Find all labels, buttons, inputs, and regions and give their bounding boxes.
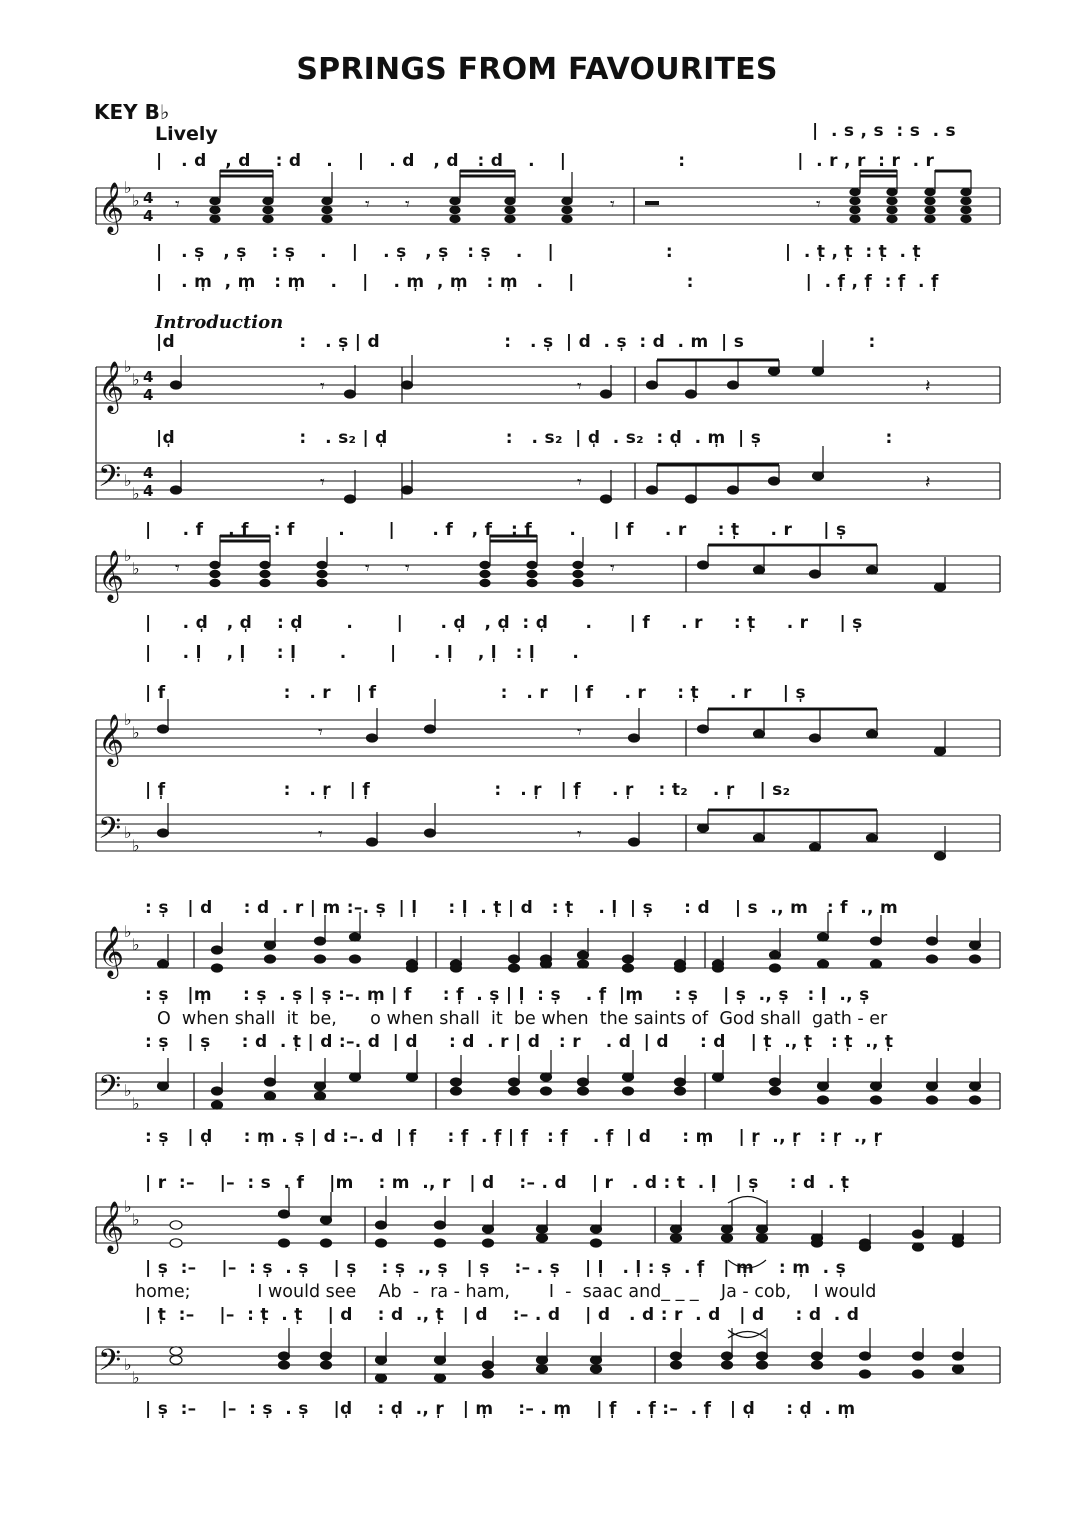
staff-lines bbox=[96, 815, 1000, 851]
svg-text:𝄾: 𝄾 bbox=[577, 824, 582, 845]
svg-text:♭: ♭ bbox=[132, 370, 140, 389]
svg-text:𝄾: 𝄾 bbox=[318, 722, 323, 743]
solfa-line: : s̩ | d : d . r | m :–. s̩ | l̩ : l̩ . t̩ | d : t̩ . l̩ | s̩ : d | s ., m : f ., m bbox=[145, 898, 899, 918]
svg-text:𝄞: 𝄞 bbox=[98, 714, 125, 765]
svg-text:𝄾: 𝄾 bbox=[577, 722, 582, 743]
svg-text:4: 4 bbox=[143, 368, 154, 386]
solfa-line: : s̩ | s̩ : d . t̩ | d :–. d | d : d . r | d : r . d | d : d | t̩ ., t̩ : t̩ ., t̩ bbox=[145, 1032, 894, 1052]
svg-text:𝄾: 𝄾 bbox=[577, 376, 582, 397]
bass-clef-icon bbox=[98, 1070, 121, 1111]
svg-text:♭: ♭ bbox=[132, 836, 140, 855]
introduction-label: Introduction bbox=[155, 312, 284, 333]
solfa-line: |d : . s̩ | d : . s̩ | d . s̩ : d . m | s : bbox=[156, 332, 876, 352]
svg-text:♭: ♭ bbox=[132, 1368, 140, 1387]
svg-text:𝄢: 𝄢 bbox=[98, 460, 122, 501]
svg-text:♭: ♭ bbox=[132, 191, 140, 210]
treble-clef-icon bbox=[98, 714, 124, 767]
bass-clef-icon bbox=[98, 460, 121, 501]
svg-text:𝄾: 𝄾 bbox=[320, 376, 325, 397]
svg-text:4: 4 bbox=[143, 207, 154, 225]
tie-marks bbox=[728, 1197, 766, 1339]
tempo-marking: Lively bbox=[155, 123, 218, 145]
solfa-line: | s̩ :– |– : s̩ . s̩ | s̩ : s̩ ., s̩ | s̩ :– . s̩ | l̩ . l̩ : s̩ . f̩ | m̩ : m̩ . s̩ bbox=[145, 1258, 847, 1278]
staff-lines bbox=[96, 556, 1000, 592]
svg-text:𝄞: 𝄞 bbox=[98, 550, 125, 601]
svg-text:𝄾: 𝄾 bbox=[318, 824, 323, 845]
solfa-line: | . s , s : s . s bbox=[812, 121, 956, 141]
solfa-line: | . f , f : f . | . f , f : f . | f . r : t̩ . r | s̩ bbox=[145, 520, 847, 540]
svg-text:𝄽: 𝄽 bbox=[925, 472, 931, 493]
svg-text:𝄞: 𝄞 bbox=[98, 1201, 125, 1252]
svg-text:♭: ♭ bbox=[124, 178, 132, 197]
solfa-line: | . d , d : d . | . d , d : d . | : | . r , r : r . r bbox=[156, 151, 935, 171]
svg-text:♭: ♭ bbox=[124, 710, 132, 729]
treble-clef-icon bbox=[98, 1201, 124, 1254]
svg-text:4: 4 bbox=[143, 482, 154, 500]
solfa-line: | r :– |– : s . f |m : m ., r | d :– . d | r . d : t . l̩ | s̩ : d . t̩ bbox=[145, 1173, 850, 1193]
svg-text:4: 4 bbox=[143, 189, 154, 207]
solfa-line: | f : . r | f : . r | f . r : t̩ . r | s̩ bbox=[145, 683, 806, 703]
svg-text:♭: ♭ bbox=[124, 1197, 132, 1216]
lyrics-line: home; I would see Ab - ra - ham, I - saac and_ _ _ Ja - cob, I would bbox=[135, 1282, 877, 1302]
solfa-line: | . d̩ , d̩ : d̩ . | . d̩ , d̩ : d̩ . | f . r : t̩ . r | s̩ bbox=[145, 613, 863, 633]
staff-lines bbox=[96, 188, 1000, 224]
treble-clef-icon bbox=[98, 926, 124, 979]
bass-clef-icon bbox=[98, 812, 121, 853]
svg-text:♭: ♭ bbox=[132, 559, 140, 578]
svg-text:♭: ♭ bbox=[124, 546, 132, 565]
svg-text:𝄾: 𝄾 bbox=[816, 194, 821, 215]
solfa-line: | s̩ :– |– : s̩ . s̩ |d̩ : d̩ ., r̩ | m̩ :– . m̩ | f̩ . f̩ :– . f̩ | d̩ : d̩ . m̩ bbox=[145, 1399, 856, 1419]
svg-text:♭: ♭ bbox=[132, 1094, 140, 1113]
bass-clef-icon bbox=[98, 1344, 121, 1385]
svg-text:𝄾: 𝄾 bbox=[320, 472, 325, 493]
svg-text:𝄾: 𝄾 bbox=[365, 194, 370, 215]
svg-text:♭: ♭ bbox=[124, 922, 132, 941]
svg-text:𝄞: 𝄞 bbox=[98, 361, 125, 412]
staff-lines bbox=[96, 367, 1000, 403]
svg-text:𝄾: 𝄾 bbox=[405, 194, 410, 215]
svg-text:𝄞: 𝄞 bbox=[98, 926, 125, 977]
svg-text:𝄾: 𝄾 bbox=[610, 194, 615, 215]
svg-text:4: 4 bbox=[143, 464, 154, 482]
solfa-line: : s̩ | d̩ : m̩ . s̩ | d :–. d | f̩ : f̩ . f̩ | f̩ : f̩ . f̩ | d : m̩ | r̩ ., r̩ : r̩ ., r̩ bbox=[145, 1127, 883, 1147]
time-signature-icon bbox=[143, 189, 153, 500]
svg-text:𝄞: 𝄞 bbox=[98, 182, 125, 233]
svg-text:𝄾: 𝄾 bbox=[175, 194, 180, 215]
treble-clef-icon bbox=[98, 182, 124, 235]
svg-text:𝄾: 𝄾 bbox=[577, 472, 582, 493]
svg-text:♭: ♭ bbox=[132, 723, 140, 742]
svg-text:𝄢: 𝄢 bbox=[98, 1070, 122, 1111]
staff-lines bbox=[96, 720, 1000, 756]
score-title: SPRINGS FROM FAVOURITES bbox=[296, 52, 778, 87]
svg-text:♭: ♭ bbox=[124, 357, 132, 376]
staff-lines bbox=[96, 463, 1000, 499]
flat-icon bbox=[124, 178, 140, 1387]
svg-text:𝄾: 𝄾 bbox=[610, 558, 615, 579]
treble-clef-icon bbox=[98, 361, 124, 414]
svg-text:𝄾: 𝄾 bbox=[175, 558, 180, 579]
svg-text:♭: ♭ bbox=[124, 823, 132, 842]
solfa-line: | . l̩ , l̩ : l̩ . | . l̩ , l̩ : l̩ . bbox=[145, 643, 580, 663]
solfa-line: | . m̩ , m̩ : m̩ . | . m̩ , m̩ : m̩ . | : | . f̩ , f̩ : f̩ . f̩ bbox=[156, 272, 939, 292]
svg-text:♭: ♭ bbox=[132, 1210, 140, 1229]
key-signature-label: KEY B♭ bbox=[94, 100, 170, 124]
svg-text:♭: ♭ bbox=[132, 484, 140, 503]
solfa-line: | f̩ : . r̩ | f̩ : . r̩ | f̩ . r̩ : t₂ . r̩ | s₂ bbox=[145, 780, 791, 800]
svg-text:♭: ♭ bbox=[124, 1355, 132, 1374]
svg-text:♭: ♭ bbox=[124, 471, 132, 490]
svg-text:𝄽: 𝄽 bbox=[925, 376, 931, 397]
svg-text:♭: ♭ bbox=[124, 1081, 132, 1100]
svg-text:𝄾: 𝄾 bbox=[405, 558, 410, 579]
solfa-line: | t̩ :– |– : t̩ . t̩ | d : d ., t̩ | d :– . d | d . d : r . d | d : d . d bbox=[145, 1305, 860, 1325]
svg-text:4: 4 bbox=[143, 386, 154, 404]
treble-clef-icon bbox=[98, 550, 124, 603]
solfa-line: | . s̩ , s̩ : s̩ . | . s̩ , s̩ : s̩ . | : | . t̩ , t̩ : t̩ . t̩ bbox=[156, 242, 921, 262]
svg-text:𝄾: 𝄾 bbox=[365, 558, 370, 579]
svg-text:𝄢: 𝄢 bbox=[98, 812, 122, 853]
lyrics-line: O when shall it be, o when shall it be when the saints of God shall gath - er bbox=[157, 1009, 888, 1029]
notes bbox=[158, 170, 981, 1382]
svg-text:♭: ♭ bbox=[132, 935, 140, 954]
svg-text:𝄢: 𝄢 bbox=[98, 1344, 122, 1385]
solfa-line: |d̩ : . s₂ | d̩ : . s₂ | d̩ . s₂ : d̩ . m̩ | s̩ : bbox=[156, 428, 893, 448]
solfa-line: : s̩ |m̩ : s̩ . s̩ | s̩ :–. m̩ | f : f̩ . s̩ | l̩ : s̩ . f̩ |m̩ : s̩ | s̩ ., s̩ : l̩ ., s̩ bbox=[145, 985, 870, 1005]
